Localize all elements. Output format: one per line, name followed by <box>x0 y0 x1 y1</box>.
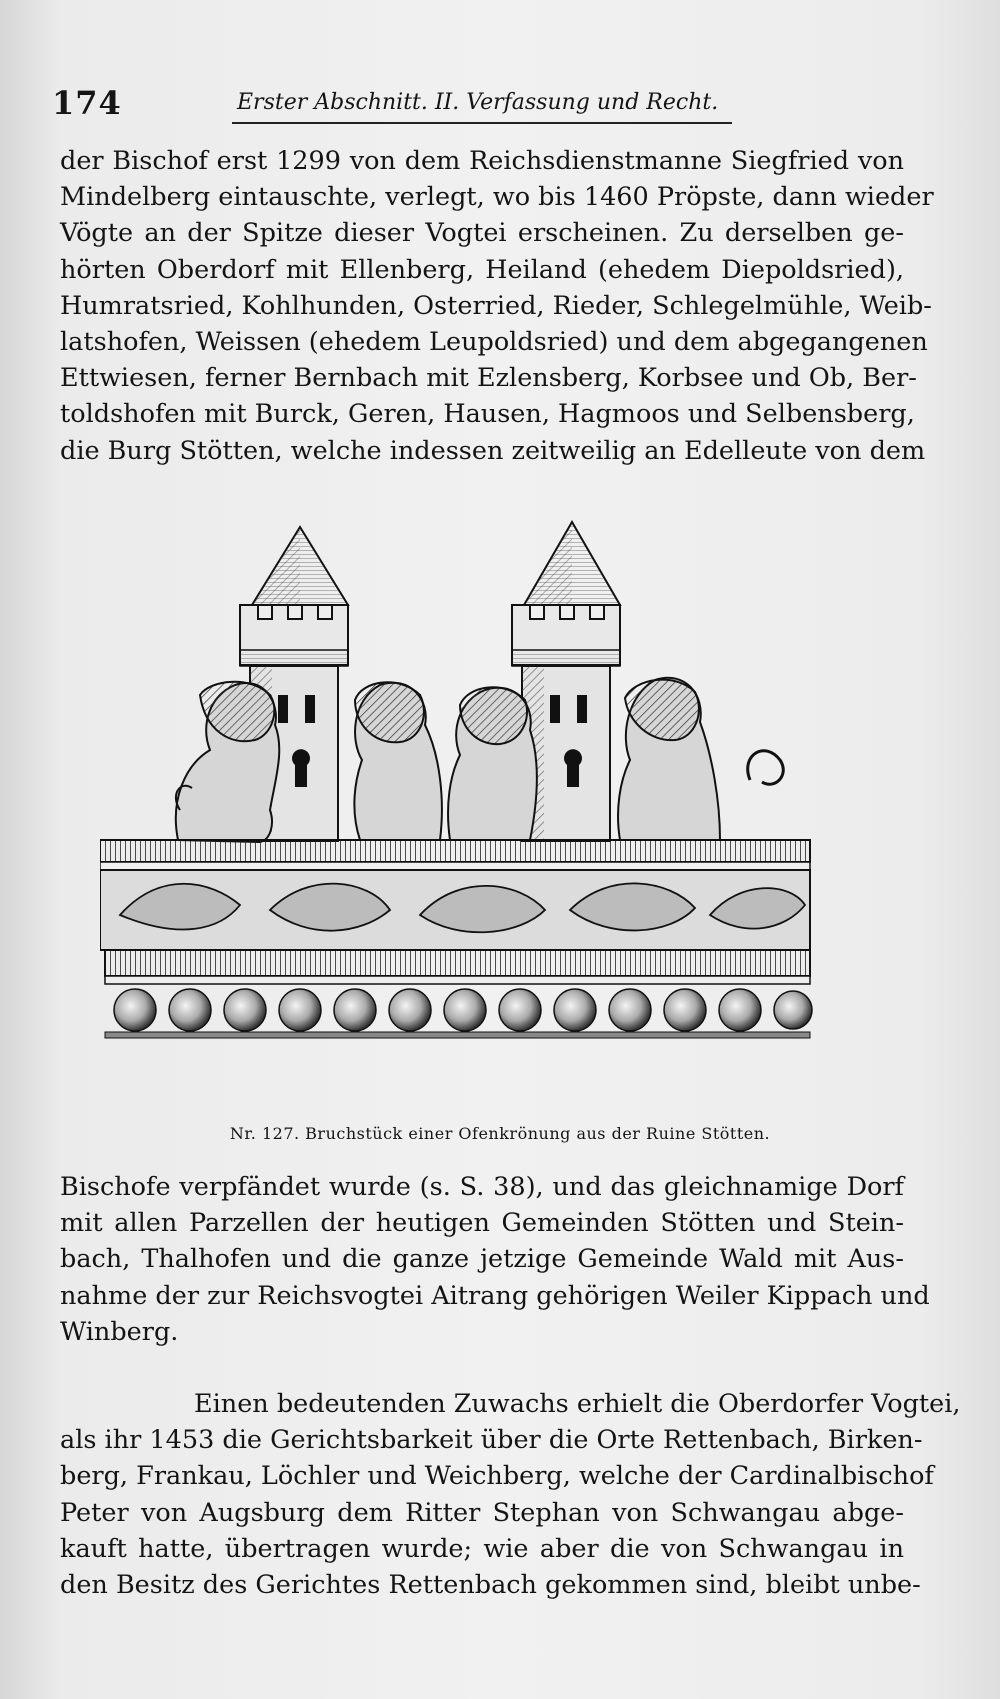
text-line: der Bischof erst 1299 von dem Reichsdienstmanne Siegfried von <box>60 146 904 176</box>
text-line: Winberg. <box>60 1316 179 1347</box>
text-line: den Besitz des Gerichtes Rettenbach gekommen sind, bleibt unbe- <box>60 1570 921 1601</box>
header-rule <box>232 122 732 124</box>
stove-crown-figure <box>100 510 900 1110</box>
text-line: Vögte an der Spitze dieser Vogtei erscheinen. Zu derselben ge- <box>60 218 904 249</box>
text-line: Ettwiesen, ferner Bernbach mit Ezlensberg, Korbsee und Ob, Ber- <box>60 363 917 394</box>
lion-2 <box>354 682 442 840</box>
text-block-bottom <box>60 1169 930 1350</box>
text-line: mit allen Parzellen der heutigen Gemeinden Stötten und Stein- <box>60 1208 904 1239</box>
text-line: nahme der zur Reichsvogtei Aitrang gehörigen Weiler Kippach und <box>60 1280 930 1311</box>
text-line: Peter von Augsburg dem Ritter Stephan von Schwangau abge- <box>60 1497 904 1528</box>
text-line: kauft hatte, übertragen wurde; wie aber die von Schwangau in <box>60 1533 904 1564</box>
text-block-top <box>60 143 934 469</box>
text-line: als ihr 1453 die Gerichtsbarkeit über die Orte Rettenbach, Birken- <box>60 1425 923 1456</box>
figure-caption: Nr. 127. Bruchstück einer Ofenkrönung aus der Ruine Stötten. <box>229 1124 771 1143</box>
text-line: Humratsried, Kohlhunden, Osterried, Rieder, Schlegelmühle, Weib- <box>60 290 932 321</box>
text-line: die Burg Stötten, welche indessen zeitweilig an Edelleute von dem <box>60 435 926 466</box>
text-line: Bischofe verpfändet wurde (s. S. 38), und das gleichnamige Dorf <box>60 1172 904 1202</box>
text-line: berg, Frankau, Löchler und Weichberg, welche der Cardinalbischof <box>60 1461 934 1492</box>
lion-3 <box>448 687 537 840</box>
cornice-base <box>100 840 812 1038</box>
text-line: hörten Oberdorf mit Ellenberg, Heiland (ehedem Diepoldsried), <box>60 254 904 285</box>
page-header <box>52 80 732 130</box>
lion-1 <box>176 682 279 842</box>
stove-crown-illustration <box>100 510 900 1110</box>
running-head: Erster Abschnitt. II. Verfassung und Recht. <box>237 90 719 115</box>
text-line: Mindelberg eintauschte, verlegt, wo bis 1460 Pröpste, dann wieder <box>60 182 934 213</box>
text-line: toldshofen mit Burck, Geren, Hausen, Hagmoos und Selbensberg, <box>60 399 915 430</box>
text-block-paragraph-2 <box>60 1386 961 1603</box>
text-line: latshofen, Weissen (ehedem Leupoldsried) und dem abgegangenen <box>60 327 928 358</box>
page-number: 174 <box>52 84 122 122</box>
lion-4 <box>618 678 783 840</box>
text-line: bach, Thalhofen und die ganze jetzige Gemeinde Wald mit Aus- <box>60 1244 904 1275</box>
text-line: Einen bedeutenden Zuwachs erhielt die Oberdorfer Vogtei, <box>194 1389 961 1419</box>
